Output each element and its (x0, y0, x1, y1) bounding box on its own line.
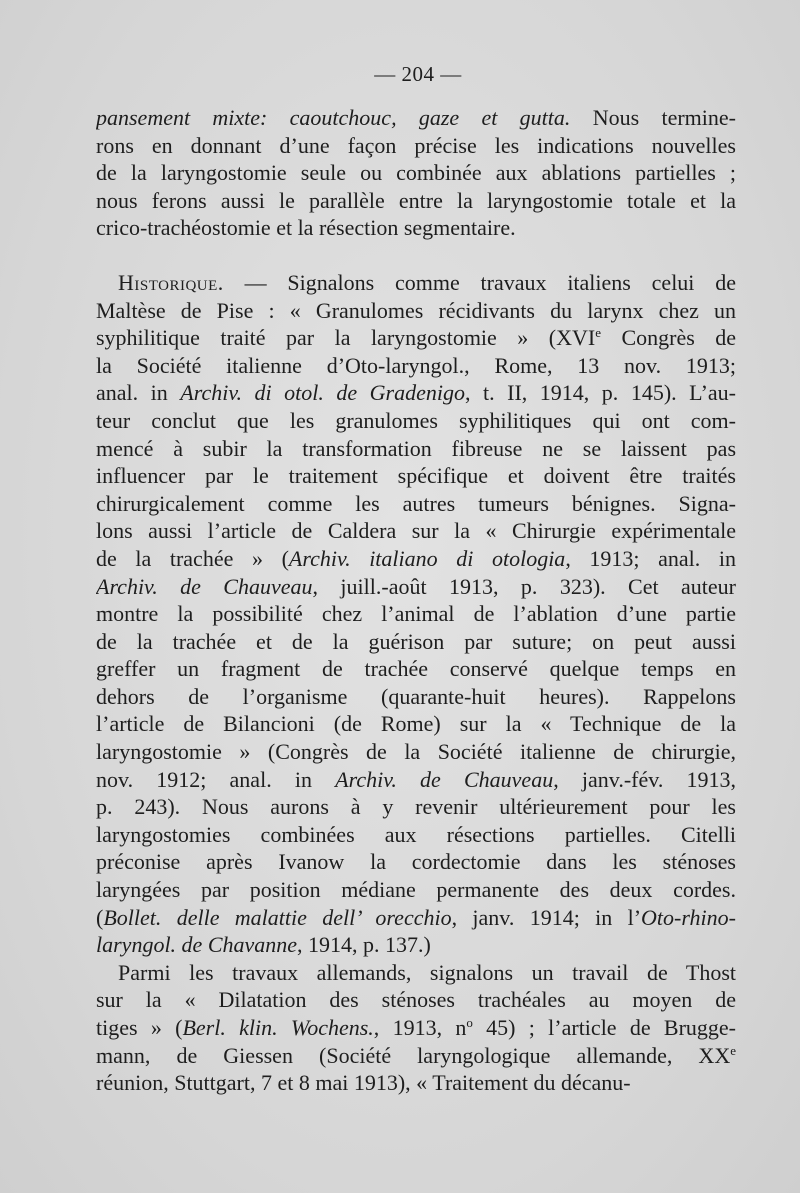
text-line (96, 959, 736, 987)
text-segment: nov. 1912; anal. in (96, 766, 336, 792)
text-segment: , juill.-août 1913, p. 323). Cet auteur (312, 573, 736, 599)
text-segment: tiges » ( (96, 1015, 183, 1040)
page-number: — 204 — (374, 62, 462, 86)
paragraph (96, 104, 736, 242)
text-segment: crico-trachéostomie et la résection segmentaire. (96, 215, 516, 241)
text-line (96, 352, 736, 380)
italic-text: Archiv. de Chauveau (96, 573, 313, 599)
text-segment: rons en donnant d’une façon précise les indications nouvelles (96, 132, 736, 158)
text-segment: ( (96, 904, 104, 930)
text-line (96, 904, 736, 932)
italic-text: Archiv. di otol. de Gradenigo (180, 380, 465, 406)
text-segment: influencer par le traitement spécifique et doivent être traités (96, 463, 736, 489)
text-line (96, 269, 736, 297)
text-line (96, 848, 736, 876)
text-segment: Historique. (118, 269, 224, 295)
text-segment: sur la « Dilatation des sténoses trachéales au moyen de (96, 987, 736, 1013)
text-segment: greffer un fragment de trachée conservé quelque temps en (96, 656, 736, 682)
text-segment: la Société italienne d’Oto-laryngol., Rome, 13 nov. 1913; (96, 352, 736, 378)
text-line (96, 931, 736, 959)
text-line (96, 490, 736, 518)
text-segment: anal. in (96, 380, 181, 406)
text-segment: Maltèse de Pise : « Granulomes récidivants du larynx chez un (96, 297, 736, 323)
text-segment: nous ferons aussi le parallèle entre la laryngostomie totale et la (96, 187, 736, 213)
text-segment: lons aussi l’article de Caldera sur la « Chirurgie expérimentale (96, 518, 736, 544)
superscript: o (466, 1015, 473, 1030)
text-segment: l’article de Bilancioni (de Rome) sur la « Technique de la (96, 711, 736, 737)
italic-text: Archiv. de Chauveau (335, 766, 554, 792)
text-segment: , 1913, n (373, 1015, 467, 1040)
text-line (96, 573, 736, 601)
text-line (96, 876, 736, 904)
italic-text: Archiv. italiano di otologia (288, 545, 566, 571)
superscript: e (595, 325, 601, 341)
text-segment: , 1913; anal. in (565, 545, 736, 571)
body-text (96, 104, 736, 1097)
text-segment: de la trachée et de la guérison par suture; on peut aussi (96, 628, 736, 654)
text-line (96, 407, 736, 435)
text-segment: syphilitique traité par la laryngostomie » (XVI (96, 325, 596, 351)
text-line (96, 545, 736, 573)
text-segment: mann, de Giessen (Société laryngologique allemande, XX (96, 1042, 731, 1068)
italic-text: laryngol. de Chavanne (96, 932, 298, 958)
text-line (96, 297, 736, 325)
italic-text: Bollet. delle malattie dell’ orecchio (103, 904, 452, 930)
text-line (96, 600, 736, 628)
text-line (96, 214, 736, 242)
paragraph (96, 269, 736, 959)
text-line (96, 628, 736, 656)
text-line (96, 159, 736, 187)
italic-text: Oto-rhino- (641, 904, 736, 930)
text-segment: réunion, Stuttgart, 7 et 8 mai 1913), « Traitement du décanu- (96, 1070, 631, 1096)
text-segment: préconise après Ivanow la cordectomie dans les sténoses (96, 849, 736, 875)
text-segment: teur conclut que les granulomes syphilitiques qui ont com- (96, 407, 736, 433)
paragraph (96, 959, 736, 1097)
text-line (96, 435, 736, 463)
text-segment: Parmi les travaux allemands, signalons un travail de Thost (118, 959, 736, 985)
paragraph-gap (96, 242, 736, 269)
text-line (96, 738, 736, 766)
text-line (96, 986, 736, 1014)
text-line (96, 379, 736, 407)
text-segment: dehors de l’organisme (quarante-huit heures). Rappelons (96, 683, 736, 709)
text-segment: laryngées par position médiane permanente des deux cordes. (96, 877, 736, 903)
text-segment: , janv.-fév. 1913, (553, 766, 736, 792)
text-segment: de la laryngostomie seule ou combinée aux ablations partielles ; (96, 160, 736, 186)
text-line (96, 517, 736, 545)
text-line (96, 1042, 736, 1070)
text-line (96, 1069, 736, 1097)
text-line (96, 1014, 736, 1042)
text-line (96, 462, 736, 490)
text-line (96, 132, 736, 160)
italic-text: pansement mixte: caoutchouc, gaze et gutta. (96, 105, 571, 130)
text-line (96, 187, 736, 215)
text-line (96, 324, 736, 352)
text-segment: , t. II, 1914, p. 145). L’au- (464, 380, 736, 406)
text-segment: laryngostomie » (Congrès de la Société italienne de chirurgie, (96, 739, 736, 765)
text-line (96, 710, 736, 738)
text-line (96, 683, 736, 711)
text-segment: — Signalons comme travaux italiens celui de (223, 269, 736, 295)
text-line (96, 104, 736, 132)
text-segment: Nous termine- (570, 105, 736, 130)
text-segment: de la trachée » ( (96, 545, 289, 571)
text-segment: p. 243). Nous aurons à y revenir ultérieurement pour les (96, 794, 736, 820)
superscript: e (730, 1042, 736, 1058)
text-segment: 45) ; l’article de Brugge- (472, 1015, 736, 1040)
text-line (96, 793, 736, 821)
text-segment: chirurgicalement comme les autres tumeurs bénignes. Signa- (96, 490, 736, 516)
text-segment: montre la possibilité chez l’animal de l’ablation d’une partie (96, 601, 736, 627)
text-segment: , janv. 1914; in l’ (451, 904, 642, 930)
text-segment: , 1914, p. 137.) (297, 932, 431, 958)
text-segment: mencé à subir la transformation fibreuse ne se laissent pas (96, 435, 736, 461)
text-line (96, 821, 736, 849)
text-segment: Congrès de (600, 325, 736, 351)
text-line (96, 766, 736, 794)
text-segment: laryngostomies combinées aux résections partielles. Citelli (96, 821, 736, 847)
italic-text: Berl. klin. Wochens. (182, 1015, 374, 1040)
text-line (96, 655, 736, 683)
